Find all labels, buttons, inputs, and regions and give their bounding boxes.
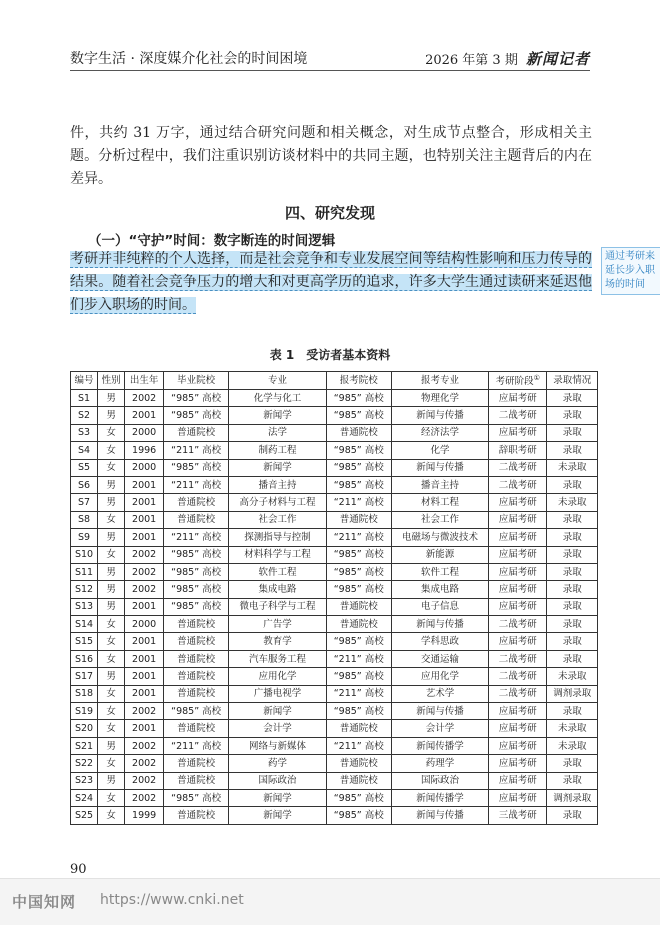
table-row	[71, 442, 598, 459]
cell-applied-major: 新闻与传播	[391, 459, 488, 476]
cell-applied-school: “211” 高校	[326, 650, 391, 667]
table-row	[71, 807, 598, 824]
cell-applied-school: “985” 高校	[326, 789, 391, 806]
body-paragraph-1: 件，共约 31 万字，通过结合研究问题和相关概念，对生成节点整合，形成相关主题。分析过程中，我们注重识别访谈材料中的共同主题，也特别关注主题背后的内在差异。	[70, 125, 592, 187]
cell-birth-year: 2001	[125, 511, 164, 528]
cell-gender: 女	[98, 459, 125, 476]
cell-birth-year: 2002	[125, 546, 164, 563]
respondent-table	[70, 371, 598, 825]
cell-admission: 录取	[547, 581, 598, 598]
watermark-footer	[0, 878, 660, 925]
cell-major: 新闻学	[229, 789, 326, 806]
cell-applied-school: 普通院校	[326, 616, 391, 633]
cell-birth-year: 1999	[125, 807, 164, 824]
cell-major: 探测指导与控制	[229, 529, 326, 546]
cell-id: S17	[71, 668, 98, 685]
cell-id: S10	[71, 546, 98, 563]
cell-graduated-school: “211” 高校	[164, 442, 229, 459]
cell-exam-stage: 二战考研	[489, 685, 547, 702]
cell-graduated-school: “985” 高校	[164, 459, 229, 476]
subsection-heading: （一）“守护”时间：数字断连的时间逻辑	[88, 233, 336, 249]
table-row	[71, 616, 598, 633]
cell-exam-stage: 应届考研	[489, 546, 547, 563]
body-paragraph-2	[70, 248, 592, 317]
cell-birth-year: 2002	[125, 563, 164, 580]
table-row	[71, 459, 598, 476]
cell-applied-school: “211” 高校	[326, 737, 391, 754]
cell-exam-stage: 应届考研	[489, 598, 547, 615]
table-body	[71, 390, 598, 825]
table-row	[71, 598, 598, 615]
cell-admission: 未录取	[547, 720, 598, 737]
cell-id: S3	[71, 424, 98, 441]
cell-admission: 未录取	[547, 737, 598, 754]
cell-gender: 女	[98, 650, 125, 667]
cell-birth-year: 2001	[125, 685, 164, 702]
cell-gender: 女	[98, 633, 125, 650]
cell-birth-year: 2001	[125, 633, 164, 650]
table-row	[71, 511, 598, 528]
cell-applied-school: 普通院校	[326, 755, 391, 772]
cell-exam-stage: 应届考研	[489, 511, 547, 528]
cell-id: S7	[71, 494, 98, 511]
cell-gender: 女	[98, 720, 125, 737]
cell-major: 集成电路	[229, 581, 326, 598]
cell-admission: 录取	[547, 616, 598, 633]
cell-applied-school: “985” 高校	[326, 633, 391, 650]
cell-birth-year: 2000	[125, 424, 164, 441]
cell-exam-stage: 应届考研	[489, 789, 547, 806]
cell-applied-school: “211” 高校	[326, 685, 391, 702]
cell-birth-year: 2000	[125, 459, 164, 476]
cell-exam-stage: 应届考研	[489, 529, 547, 546]
cell-graduated-school: “211” 高校	[164, 476, 229, 493]
cell-applied-school: “985” 高校	[326, 581, 391, 598]
cell-id: S20	[71, 720, 98, 737]
footnote-mark: ①	[533, 374, 540, 383]
table-row	[71, 529, 598, 546]
cell-graduated-school: 普通院校	[164, 772, 229, 789]
cell-admission: 未录取	[547, 459, 598, 476]
table-row	[71, 650, 598, 667]
col-header-exam-stage	[489, 372, 547, 390]
cell-id: S8	[71, 511, 98, 528]
table-row	[71, 737, 598, 754]
table-row	[71, 546, 598, 563]
col-header-admission: 录取情况	[547, 372, 598, 390]
cell-birth-year: 2002	[125, 772, 164, 789]
cell-exam-stage: 二战考研	[489, 668, 547, 685]
cell-graduated-school: 普通院校	[164, 511, 229, 528]
cell-id: S9	[71, 529, 98, 546]
table-row	[71, 703, 598, 720]
cnki-url[interactable]: https://www.cnki.net	[100, 892, 244, 908]
cell-applied-major: 化学	[391, 442, 488, 459]
cell-admission: 录取	[547, 511, 598, 528]
col-header-applied-school: 报考院校	[326, 372, 391, 390]
cell-birth-year: 2002	[125, 755, 164, 772]
cell-exam-stage: 三战考研	[489, 807, 547, 824]
cell-birth-year: 2001	[125, 668, 164, 685]
cell-id: S4	[71, 442, 98, 459]
cell-id: S5	[71, 459, 98, 476]
cell-gender: 女	[98, 807, 125, 824]
cell-admission: 录取	[547, 703, 598, 720]
table-caption: 表 1 受访者基本资料	[269, 348, 391, 362]
cell-gender: 男	[98, 598, 125, 615]
cell-birth-year: 2002	[125, 390, 164, 407]
cell-id: S11	[71, 563, 98, 580]
cell-applied-school: “985” 高校	[326, 390, 391, 407]
cell-applied-major: 应用化学	[391, 668, 488, 685]
table-row	[71, 720, 598, 737]
cell-birth-year: 2001	[125, 650, 164, 667]
cell-graduated-school: “985” 高校	[164, 390, 229, 407]
cell-graduated-school: “985” 高校	[164, 598, 229, 615]
cell-id: S21	[71, 737, 98, 754]
cell-graduated-school: 普通院校	[164, 807, 229, 824]
cell-applied-school: “985” 高校	[326, 442, 391, 459]
cell-applied-school: “211” 高校	[326, 494, 391, 511]
col-header-graduated-school: 毕业院校	[164, 372, 229, 390]
col-header-id: 编号	[71, 372, 98, 390]
cell-applied-school: “985” 高校	[326, 668, 391, 685]
table-row	[71, 476, 598, 493]
cell-birth-year: 2002	[125, 737, 164, 754]
cell-applied-major: 电子信息	[391, 598, 488, 615]
cell-applied-major: 社会工作	[391, 511, 488, 528]
cell-applied-major: 物理化学	[391, 390, 488, 407]
cell-exam-stage: 二战考研	[489, 459, 547, 476]
cell-applied-major: 新闻与传播	[391, 407, 488, 424]
cell-graduated-school: “985” 高校	[164, 789, 229, 806]
cell-graduated-school: “985” 高校	[164, 546, 229, 563]
cell-gender: 女	[98, 789, 125, 806]
cell-applied-school: 普通院校	[326, 720, 391, 737]
cell-graduated-school: “985” 高校	[164, 563, 229, 580]
cell-major: 法学	[229, 424, 326, 441]
table-row	[71, 407, 598, 424]
cell-birth-year: 2001	[125, 529, 164, 546]
cell-major: 应用化学	[229, 668, 326, 685]
cell-exam-stage: 应届考研	[489, 755, 547, 772]
cell-id: S1	[71, 390, 98, 407]
cell-applied-school: “985” 高校	[326, 563, 391, 580]
cell-gender: 女	[98, 616, 125, 633]
table-row	[71, 390, 598, 407]
cell-applied-major: 新闻与传播	[391, 616, 488, 633]
cell-applied-major: 国际政治	[391, 772, 488, 789]
page-number: 90	[70, 862, 87, 877]
cell-exam-stage: 二战考研	[489, 476, 547, 493]
cell-id: S25	[71, 807, 98, 824]
cell-graduated-school: “985” 高校	[164, 703, 229, 720]
cell-applied-major: 新闻传播学	[391, 737, 488, 754]
cell-birth-year: 2001	[125, 494, 164, 511]
cell-applied-school: “211” 高校	[326, 529, 391, 546]
section-heading: 四、研究发现	[284, 204, 375, 222]
table-row	[71, 494, 598, 511]
cell-admission: 未录取	[547, 668, 598, 685]
cell-major: 汽车服务工程	[229, 650, 326, 667]
cell-birth-year: 2002	[125, 581, 164, 598]
cell-exam-stage: 二战考研	[489, 650, 547, 667]
cell-major: 新闻学	[229, 703, 326, 720]
cell-id: S2	[71, 407, 98, 424]
cell-applied-major: 新闻传播学	[391, 789, 488, 806]
cell-exam-stage: 应届考研	[489, 720, 547, 737]
col-header-gender: 性别	[98, 372, 125, 390]
cell-admission: 录取	[547, 390, 598, 407]
table-row	[71, 668, 598, 685]
cell-admission: 录取	[547, 807, 598, 824]
table-row	[71, 563, 598, 580]
cell-exam-stage: 辞职考研	[489, 442, 547, 459]
cell-gender: 男	[98, 668, 125, 685]
cell-major: 材料科学与工程	[229, 546, 326, 563]
cell-id: S18	[71, 685, 98, 702]
cell-exam-stage: 应届考研	[489, 772, 547, 789]
cell-applied-major: 药理学	[391, 755, 488, 772]
cell-admission: 录取	[547, 755, 598, 772]
cell-gender: 女	[98, 424, 125, 441]
cell-birth-year: 1996	[125, 442, 164, 459]
cell-applied-school: “985” 高校	[326, 703, 391, 720]
cell-major: 国际政治	[229, 772, 326, 789]
cell-major: 化学与化工	[229, 390, 326, 407]
cell-admission: 录取	[547, 424, 598, 441]
cnki-brand: 中国知网	[12, 893, 77, 911]
cell-applied-major: 材料工程	[391, 494, 488, 511]
cell-graduated-school: 普通院校	[164, 720, 229, 737]
cell-graduated-school: “985” 高校	[164, 407, 229, 424]
cell-birth-year: 2001	[125, 407, 164, 424]
cell-admission: 录取	[547, 598, 598, 615]
cell-gender: 女	[98, 685, 125, 702]
cell-gender: 女	[98, 442, 125, 459]
cell-admission: 录取	[547, 442, 598, 459]
cell-gender: 男	[98, 529, 125, 546]
cell-graduated-school: “985” 高校	[164, 581, 229, 598]
cell-major: 网络与新媒体	[229, 737, 326, 754]
cell-applied-school: 普通院校	[326, 772, 391, 789]
cell-gender: 男	[98, 563, 125, 580]
margin-annotation[interactable]: 通过考研来延长步入职场的时间	[601, 247, 660, 295]
cell-id: S6	[71, 476, 98, 493]
cell-id: S16	[71, 650, 98, 667]
cell-graduated-school: 普通院校	[164, 633, 229, 650]
cell-gender: 男	[98, 407, 125, 424]
cell-exam-stage: 应届考研	[489, 494, 547, 511]
cell-applied-school: “985” 高校	[326, 459, 391, 476]
issue-info	[425, 48, 590, 69]
cell-major: 播音主持	[229, 476, 326, 493]
cell-exam-stage: 二战考研	[489, 407, 547, 424]
cell-applied-school: “985” 高校	[326, 807, 391, 824]
cell-applied-school: “985” 高校	[326, 407, 391, 424]
cell-gender: 女	[98, 703, 125, 720]
cell-graduated-school: “211” 高校	[164, 737, 229, 754]
table-row	[71, 685, 598, 702]
cell-applied-school: “985” 高校	[326, 476, 391, 493]
cell-graduated-school: 普通院校	[164, 494, 229, 511]
cell-admission: 录取	[547, 563, 598, 580]
cell-applied-major: 集成电路	[391, 581, 488, 598]
cell-exam-stage: 应届考研	[489, 737, 547, 754]
cell-id: S22	[71, 755, 98, 772]
cell-applied-major: 艺术学	[391, 685, 488, 702]
cell-applied-school: 普通院校	[326, 598, 391, 615]
cell-id: S15	[71, 633, 98, 650]
cell-graduated-school: 普通院校	[164, 668, 229, 685]
cell-exam-stage: 应届考研	[489, 581, 547, 598]
cell-gender: 女	[98, 511, 125, 528]
table-row	[71, 581, 598, 598]
cell-graduated-school: “211” 高校	[164, 529, 229, 546]
table-row	[71, 789, 598, 806]
cell-gender: 男	[98, 476, 125, 493]
cell-gender: 男	[98, 390, 125, 407]
journal-logo: 新闻记者	[525, 50, 590, 68]
cell-major: 制药工程	[229, 442, 326, 459]
cell-birth-year: 2002	[125, 703, 164, 720]
cell-gender: 男	[98, 581, 125, 598]
journal-section-title: 数字生活 · 深度媒介化社会的时间困境	[70, 51, 308, 67]
cell-admission: 录取	[547, 633, 598, 650]
cell-major: 广告学	[229, 616, 326, 633]
cell-major: 药学	[229, 755, 326, 772]
cell-admission: 录取	[547, 407, 598, 424]
cell-gender: 男	[98, 772, 125, 789]
cell-gender: 女	[98, 755, 125, 772]
cell-applied-major: 经济法学	[391, 424, 488, 441]
cell-applied-major: 软件工程	[391, 563, 488, 580]
cell-birth-year: 2001	[125, 720, 164, 737]
cell-admission: 录取	[547, 529, 598, 546]
cell-major: 微电子科学与工程	[229, 598, 326, 615]
cell-admission: 调剂录取	[547, 789, 598, 806]
col-header-applied-major: 报考专业	[391, 372, 488, 390]
cell-id: S14	[71, 616, 98, 633]
cell-applied-major: 新闻与传播	[391, 703, 488, 720]
cell-admission: 未录取	[547, 494, 598, 511]
cell-graduated-school: 普通院校	[164, 685, 229, 702]
cell-applied-major: 新能源	[391, 546, 488, 563]
cell-admission: 录取	[547, 650, 598, 667]
table-row	[71, 755, 598, 772]
cell-birth-year: 2001	[125, 598, 164, 615]
table-header-row	[71, 372, 598, 390]
cell-applied-school: 普通院校	[326, 424, 391, 441]
exam-stage-label: 考研阶段	[495, 376, 534, 388]
cell-applied-major: 交通运输	[391, 650, 488, 667]
cell-exam-stage: 应届考研	[489, 563, 547, 580]
cell-exam-stage: 应届考研	[489, 703, 547, 720]
cell-birth-year: 2000	[125, 616, 164, 633]
cell-admission: 录取	[547, 476, 598, 493]
cell-applied-major: 播音主持	[391, 476, 488, 493]
cell-birth-year: 2002	[125, 789, 164, 806]
col-header-major: 专业	[229, 372, 326, 390]
running-header	[70, 48, 590, 71]
cell-major: 新闻学	[229, 459, 326, 476]
col-header-birth-year: 出生年	[125, 372, 164, 390]
cell-admission: 调剂录取	[547, 685, 598, 702]
cell-graduated-school: 普通院校	[164, 755, 229, 772]
cell-applied-school: “985” 高校	[326, 546, 391, 563]
cell-exam-stage: 应届考研	[489, 633, 547, 650]
highlighted-text[interactable]: 考研并非纯粹的个人选择，而是社会竞争和专业发展空间等结构性影响和压力传导的结果。随着社会竞争压力的增大和对更高学历的追求，许多大学生通过读研来延迟他们步入职场的时间。	[70, 251, 592, 313]
cell-id: S23	[71, 772, 98, 789]
issue-number: 2026 年第 3 期	[425, 53, 518, 68]
cell-major: 新闻学	[229, 807, 326, 824]
cell-id: S13	[71, 598, 98, 615]
table-row	[71, 772, 598, 789]
cell-id: S12	[71, 581, 98, 598]
table-row	[71, 424, 598, 441]
cell-major: 社会工作	[229, 511, 326, 528]
cell-applied-major: 会计学	[391, 720, 488, 737]
cell-graduated-school: 普通院校	[164, 424, 229, 441]
cell-major: 新闻学	[229, 407, 326, 424]
cell-exam-stage: 应届考研	[489, 424, 547, 441]
cell-exam-stage: 二战考研	[489, 616, 547, 633]
cell-id: S19	[71, 703, 98, 720]
cell-major: 软件工程	[229, 563, 326, 580]
cell-major: 高分子材料与工程	[229, 494, 326, 511]
cell-admission: 录取	[547, 546, 598, 563]
cell-graduated-school: 普通院校	[164, 616, 229, 633]
cell-gender: 女	[98, 546, 125, 563]
cell-applied-major: 学科思政	[391, 633, 488, 650]
cell-major: 广播电视学	[229, 685, 326, 702]
cell-applied-school: 普通院校	[326, 511, 391, 528]
cell-exam-stage: 应届考研	[489, 390, 547, 407]
cell-applied-major: 电磁场与微波技术	[391, 529, 488, 546]
cell-major: 会计学	[229, 720, 326, 737]
cell-id: S24	[71, 789, 98, 806]
cell-birth-year: 2001	[125, 476, 164, 493]
table-row	[71, 633, 598, 650]
cell-gender: 男	[98, 737, 125, 754]
cell-applied-major: 新闻与传播	[391, 807, 488, 824]
cell-graduated-school: 普通院校	[164, 650, 229, 667]
cell-major: 教育学	[229, 633, 326, 650]
cell-admission: 录取	[547, 772, 598, 789]
cell-gender: 男	[98, 494, 125, 511]
